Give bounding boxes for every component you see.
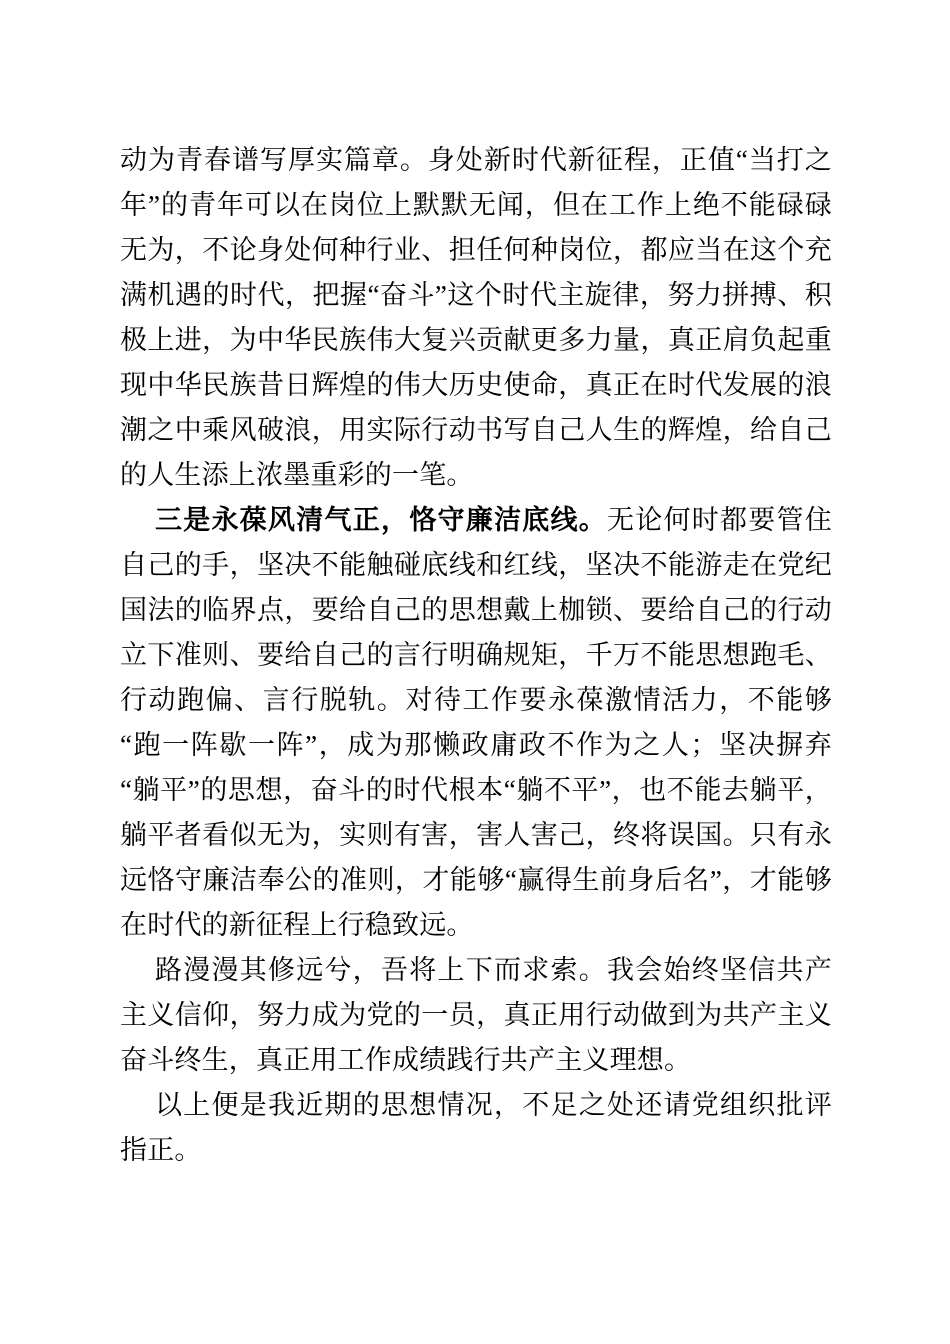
paragraph-text: 路漫漫其修远兮，吾将上下而求索。我会始终坚信共产主义信仰，努力成为党的一员，真正用行动做到为共产主义奋斗终生，真正用工作成绩践行共产主义理想。	[120, 955, 832, 1075]
paragraph-continuation	[120, 138, 832, 498]
paragraph-text: 以上便是我近期的思想情况，不足之处还请党组织批评指正。	[120, 1090, 832, 1165]
paragraph-text: 无论何时都要管住自己的手，坚决不能触碰底线和红线，坚决不能游走在党纪国法的临界点，要给自己的思想戴上枷锁、要给自己的行动立下准则、要给自己的言行明确规矩，千万不能思想跑毛、行动跑偏、言行脱轨。对待工作要永葆激情活力，不能够“跑一阵歇一阵”，成为那懒政庸政不作为之人；坚决摒弃“躺平”的思想，奋斗的时代根本“躺不平”，也不能去躺平，躺平者看似无为，实则有害，害人害己，终将误国。只有永远恪守廉洁奉公的准则，才能够“赢得生前身后名”，才能够在时代的新征程上行稳致远。	[120, 505, 832, 940]
paragraph-bold-lead: 三是永葆风清气正，恪守廉洁底线。	[155, 505, 608, 535]
paragraph-point-three	[120, 498, 832, 948]
document-text-block	[120, 0, 832, 1173]
paragraph-closing	[120, 1083, 832, 1173]
paragraph-commitment	[120, 948, 832, 1083]
paragraph-text: 动为青春谱写厚实篇章。身处新时代新征程，正值“当打之年”的青年可以在岗位上默默无闻，但在工作上绝不能碌碌无为，不论身处何种行业、担任何种岗位，都应当在这个充满机遇的时代，把握“奋斗”这个时代主旋律，努力拼搏、积极上进，为中华民族伟大复兴贡献更多力量，真正肩负起重现中华民族昔日辉煌的伟大历史使命，真正在时代发展的浪潮之中乘风破浪，用实际行动书写自己人生的辉煌，给自己的人生添上浓墨重彩的一笔。	[120, 145, 832, 490]
